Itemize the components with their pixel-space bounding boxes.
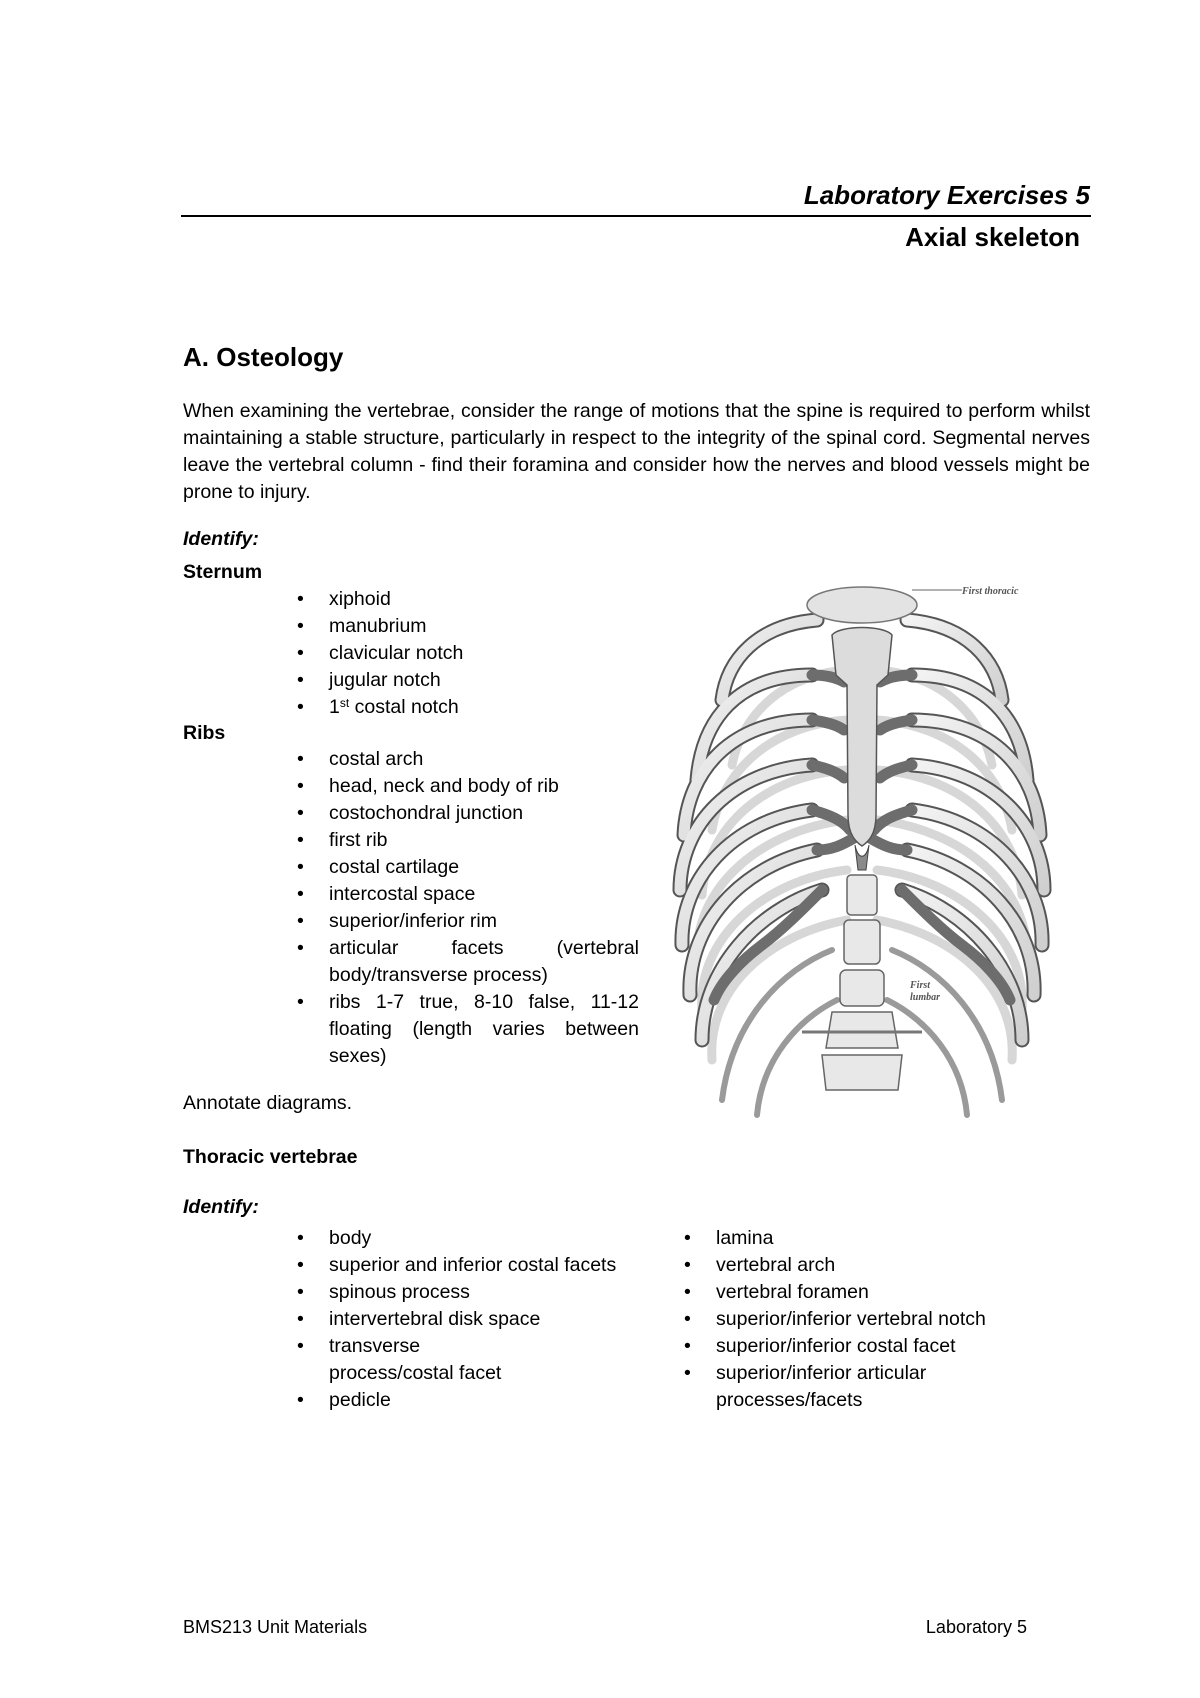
sternum-list [329, 586, 629, 721]
header-rule [181, 215, 1091, 217]
list-item: • first rib [329, 827, 639, 854]
annotate-instruction: Annotate diagrams. [183, 1092, 353, 1114]
identify-label: Identify: [183, 528, 259, 550]
list-item: • costochondral junction [329, 800, 639, 827]
first-thoracic-label: First thoracic [962, 586, 1019, 597]
list-item: • clavicular notch [329, 640, 629, 667]
footer-right: Laboratory 5 [925, 1617, 1027, 1637]
ribs-list [329, 746, 639, 1070]
rib-cage-illustration [662, 580, 1062, 1135]
identify-label-2: Identify: [183, 1196, 259, 1218]
first-lumbar-label-2: lumbar [910, 992, 941, 1003]
thoracic-left-list [329, 1225, 629, 1414]
list-item: • jugular notch [329, 667, 629, 694]
list-item: • pedicle [329, 1387, 629, 1414]
thoracic-vertebrae-heading: Thoracic vertebrae [183, 1146, 358, 1168]
sternum [832, 628, 892, 871]
list-item: • vertebral arch [716, 1252, 1056, 1279]
list-item: • superior/inferior rim [329, 908, 639, 935]
footer-left: BMS213 Unit Materials [183, 1617, 368, 1637]
list-item: • lamina [716, 1225, 1056, 1252]
list-item: • head, neck and body of rib [329, 773, 639, 800]
list-item: • xiphoid [329, 586, 629, 613]
thoracic-right-list [716, 1225, 1056, 1414]
list-item: • intervertebral disk space [329, 1306, 629, 1333]
ordinal-suffix: st [339, 696, 350, 710]
first-thoracic-vertebra [807, 587, 962, 623]
vertebral-column [802, 875, 922, 1090]
ribs-heading: Ribs [183, 722, 226, 744]
header-title: Laboratory Exercises 5 [803, 180, 1090, 210]
ordinal-number: 1 [329, 696, 340, 718]
list-item-text: costal notch [349, 696, 459, 718]
list-item: • manubrium [329, 613, 629, 640]
list-item: • intercostal space [329, 881, 639, 908]
list-item: • ribs 1-7 true, 8-10 false, 11-12 floating (length varies between sexes) [329, 989, 639, 1070]
list-item: • vertebral foramen [716, 1279, 1056, 1306]
list-item: • superior/inferior articular processes/facets [716, 1360, 966, 1414]
list-item: • superior/inferior vertebral notch [716, 1306, 1056, 1333]
list-item: • costal cartilage [329, 854, 639, 881]
list-item [329, 694, 629, 721]
sternum-heading: Sternum [183, 561, 263, 583]
list-item: • body [329, 1225, 629, 1252]
list-item: • costal arch [329, 746, 639, 773]
intro-paragraph: When examining the vertebrae, consider the range of motions that the spine is required to perform whilst maintaining a stable structure, particularly in respect to the integrity of the spinal cord. Segmental nerves leave the vertebral column - find their foramina and consider how the nerves and blood vessels might be prone to injury. [183, 400, 1090, 503]
xiphoid-process [855, 845, 869, 870]
list-item: • superior and inferior costal facets [329, 1252, 629, 1279]
list-item: • superior/inferior costal facet [716, 1333, 1056, 1360]
first-lumbar-label-1: First [910, 980, 931, 991]
list-item: • transverse process/costal facet [329, 1333, 539, 1387]
header-subtitle: Axial skeleton [905, 222, 1080, 252]
section-heading: A. Osteology [183, 342, 344, 372]
list-item: • articular facets (vertebral body/transverse process) [329, 935, 639, 989]
list-item: • spinous process [329, 1279, 629, 1306]
